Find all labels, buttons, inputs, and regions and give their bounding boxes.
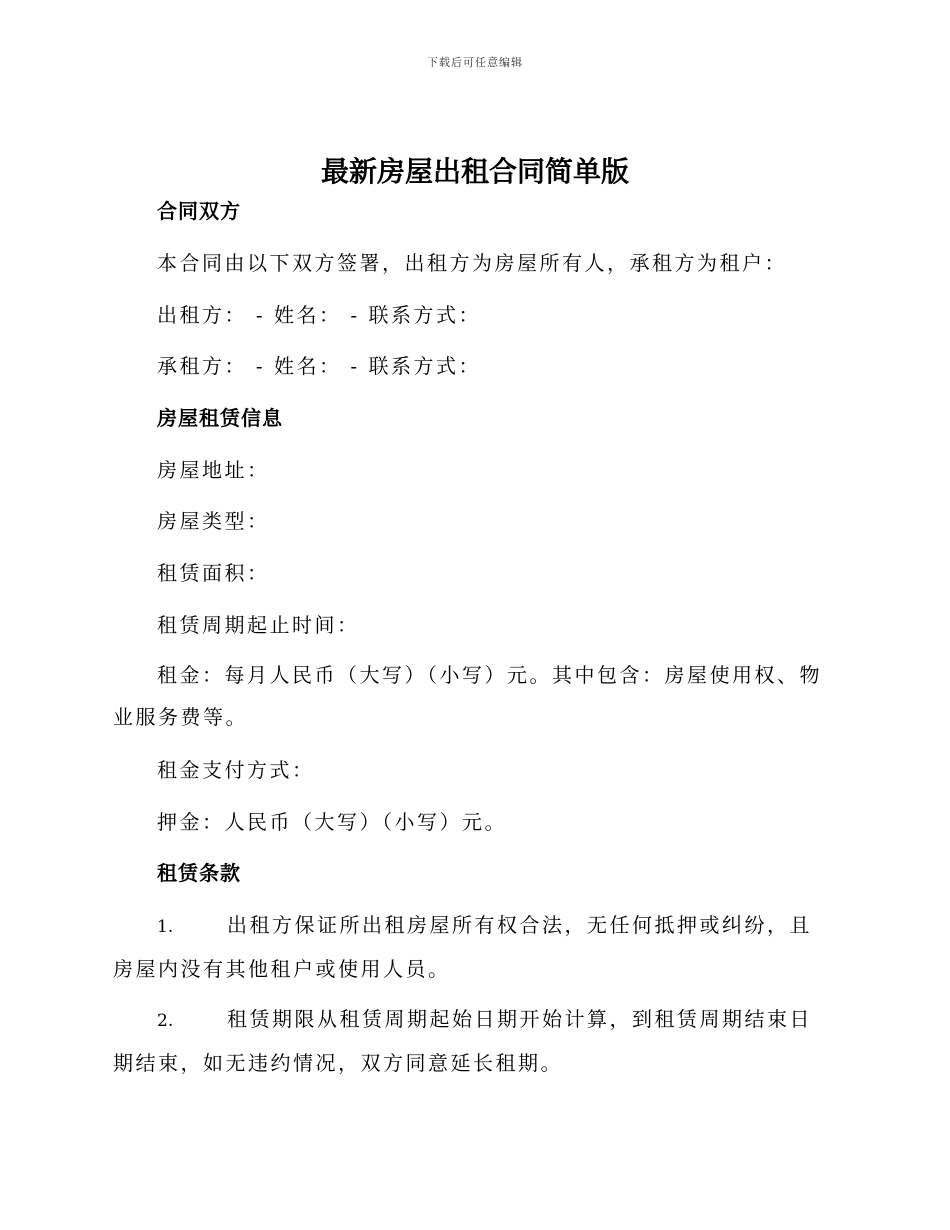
term-text: 出租方保证所出租房屋所有权合法，无任何抵押或纠纷，且房屋内没有其他租户或使用人员。 xyxy=(113,913,812,981)
parties-intro: 本合同由以下双方签署，出租方为房屋所有人，承租方为租户： xyxy=(157,251,787,275)
lease-period: 租赁周期起止时间： xyxy=(157,613,360,637)
term-number: 2. xyxy=(157,1011,174,1031)
term-text: 租赁期限从租赁周期起始日期开始计算，到租赁周期结束日期结束，如无违约情况，双方同意延长租期。 xyxy=(113,1007,812,1075)
header-note: 下载后可任意编辑 xyxy=(427,56,523,69)
house-address: 房屋地址： xyxy=(157,458,270,482)
lease-area: 租赁面积： xyxy=(157,561,270,585)
payment-method: 租金支付方式： xyxy=(157,758,315,782)
lessee-line: 承租方： - 姓名： - 联系方式： xyxy=(157,354,481,378)
rent-paragraph: 租金：每月人民币（大写）（小写）元。其中包含：房屋使用权、物业服务费等。 xyxy=(113,663,822,729)
term-item xyxy=(113,904,833,990)
section-heading-parties: 合同双方 xyxy=(157,199,241,223)
deposit-line: 押金：人民币（大写）（小写）元。 xyxy=(157,810,507,834)
section-heading-lease-info: 房屋租赁信息 xyxy=(157,406,283,430)
document-title: 最新房屋出租合同简单版 xyxy=(320,155,629,188)
lessor-line: 出租方： - 姓名： - 联系方式： xyxy=(157,303,481,327)
section-heading-terms: 租赁条款 xyxy=(157,861,241,885)
house-type: 房屋类型： xyxy=(157,509,270,533)
term-item xyxy=(113,998,833,1084)
term-number: 1. xyxy=(157,917,174,937)
